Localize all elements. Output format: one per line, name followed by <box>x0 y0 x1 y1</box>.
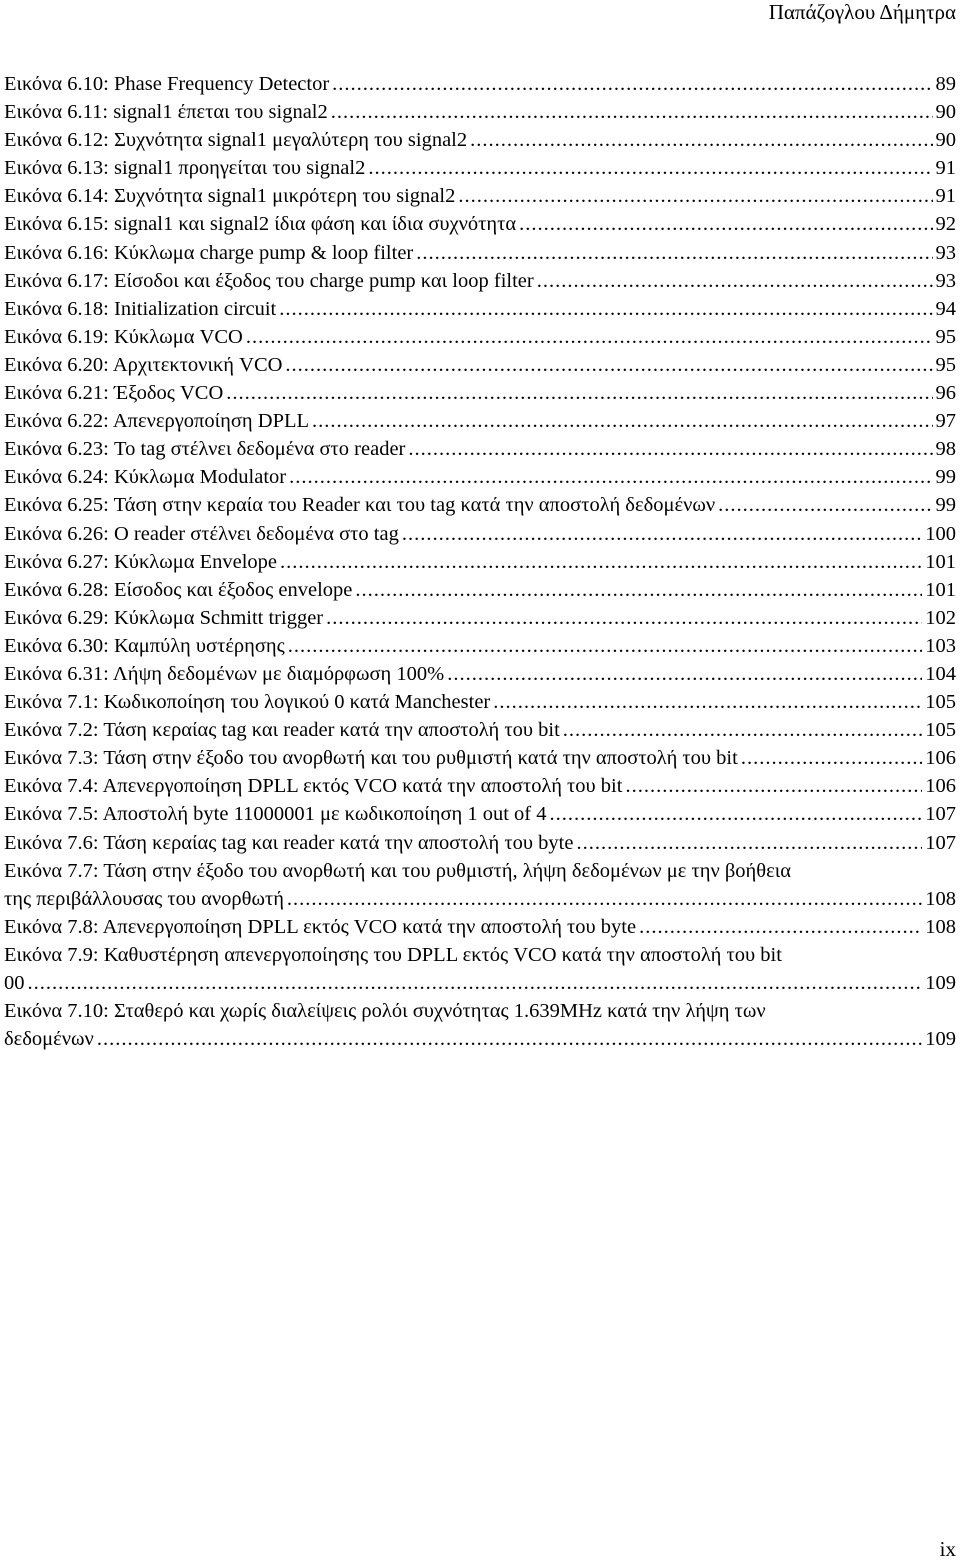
entry-page: 99 <box>935 466 956 489</box>
entry-title-first-line: Εικόνα 7.9: Καθυστέρηση απενεργοποίησης του DPLL εκτός VCO κατά την αποστολή του bit <box>4 943 782 966</box>
entry-title: Εικόνα 7.6: Τάση κεραίας tag και reader κατά την αποστολή του byte <box>4 831 574 854</box>
toc-entry[interactable] <box>4 941 956 997</box>
toc-entry[interactable] <box>4 435 956 463</box>
entry-title: Εικόνα 6.10: Phase Frequency Detector <box>4 73 330 95</box>
entry-title: Εικόνα 6.21: Έξοδος VCO <box>4 382 224 405</box>
running-header-author: Παπάζογλου Δήμητρα <box>768 0 956 24</box>
toc-entry[interactable] <box>4 829 956 857</box>
page-number: ix <box>939 1537 956 1561</box>
entry-page: 90 <box>935 129 956 152</box>
entry-title: Εικόνα 6.29: Κύκλωμα Schmitt trigger <box>4 606 324 629</box>
entry-title: Εικόνα 6.14: Συχνότητα signal1 μικρότερη του signal2 <box>4 185 456 208</box>
entry-page: 92 <box>935 213 956 236</box>
toc-entry[interactable] <box>4 98 956 126</box>
entry-title: 00 <box>4 972 25 994</box>
toc-entry[interactable] <box>4 379 956 407</box>
entry-page: 108 <box>925 887 956 910</box>
toc-entry[interactable] <box>4 744 956 772</box>
entry-title: Εικόνα 6.24: Κύκλωμα Modulator <box>4 466 287 489</box>
entry-title: δεδομένων <box>4 1028 94 1051</box>
entry-page: 99 <box>935 494 956 517</box>
entry-page: 90 <box>935 101 956 124</box>
toc-entry[interactable] <box>4 688 956 716</box>
toc-entry[interactable] <box>4 660 956 688</box>
toc-entry[interactable] <box>4 800 956 828</box>
toc-entry[interactable] <box>4 772 956 800</box>
toc-entry[interactable] <box>4 463 956 491</box>
entry-title: Εικόνα 6.15: signal1 και signal2 ίδια φάση και ίδια συχνότητα <box>4 213 517 236</box>
entry-title: Εικόνα 6.30: Καμπύλη υστέρησης <box>4 634 285 657</box>
entry-title: Εικόνα 7.1: Κωδικοποίηση του λογικού 0 κατά Manchester <box>4 691 491 714</box>
toc-entry[interactable] <box>4 126 956 154</box>
entry-page: 97 <box>935 410 956 433</box>
entry-page: 95 <box>935 325 956 348</box>
entry-page: 104 <box>925 662 956 685</box>
toc-entry[interactable] <box>4 520 956 548</box>
entry-title: Εικόνα 6.28: Είσοδος και έξοδος envelope <box>4 578 353 601</box>
entry-title-first-line: Εικόνα 7.7: Τάση στην έξοδο του ανορθωτή και του ρυθμιστή, λήψη δεδομένων με την βοήθεια <box>4 859 791 882</box>
entry-page: 91 <box>935 157 956 180</box>
entry-title: της περιβάλλουσας του ανορθωτή <box>4 887 284 910</box>
entry-page: 109 <box>925 972 956 994</box>
entry-page: 101 <box>925 550 956 573</box>
entry-page: 108 <box>925 915 956 938</box>
entry-title: Εικόνα 6.11: signal1 έπεται του signal2 <box>4 101 328 124</box>
toc-entry[interactable] <box>4 70 956 98</box>
entry-title: Εικόνα 7.3: Τάση στην έξοδο του ανορθωτή και του ρυθμιστή κατά την αποστολή του bit <box>4 747 738 770</box>
entry-page: 102 <box>925 606 956 629</box>
entry-page: 91 <box>935 185 956 208</box>
entry-title: Εικόνα 6.23: To tag στέλνει δεδομένα στο reader <box>4 438 406 461</box>
entry-title: Εικόνα 6.31: Λήψη δεδομένων με διαμόρφωση 100% <box>4 662 445 685</box>
entry-title: Εικόνα 6.19: Κύκλωμα VCO <box>4 325 243 348</box>
entry-title: Εικόνα 7.8: Απενεργοποίηση DPLL εκτός VCO κατά την αποστολή του byte <box>4 915 637 938</box>
entry-page: 107 <box>925 831 956 854</box>
toc-entry[interactable] <box>4 210 956 238</box>
entry-title: Εικόνα 6.17: Είσοδοι και έξοδος του charge pump και loop filter <box>4 269 534 292</box>
entry-page: 100 <box>925 522 956 545</box>
entry-title-first-line: Εικόνα 7.10: Σταθερό και χωρίς διαλείψεις ρολόι συχνότητας 1.639MHz κατά την λήψη των <box>4 1000 766 1023</box>
entry-page: 98 <box>935 438 956 461</box>
entry-title: Εικόνα 7.5: Αποστολή byte 11000001 με κωδικοποίηση 1 out of 4 <box>4 803 547 826</box>
toc-entry[interactable] <box>4 548 956 576</box>
entry-page: 105 <box>925 691 956 714</box>
toc-entry[interactable] <box>4 997 956 1053</box>
toc-entry[interactable] <box>4 351 956 379</box>
toc-entry[interactable] <box>4 913 956 941</box>
entry-page: 93 <box>935 241 956 264</box>
toc-entry[interactable] <box>4 154 956 182</box>
toc-entry[interactable] <box>4 182 956 210</box>
list-of-figures <box>4 70 956 1053</box>
entry-page: 105 <box>925 719 956 742</box>
toc-entry[interactable] <box>4 323 956 351</box>
entry-title: Εικόνα 6.22: Απενεργοποίηση DPLL <box>4 410 310 433</box>
entry-page: 93 <box>935 269 956 292</box>
entry-title: Εικόνα 6.26: O reader στέλνει δεδομένα στο tag <box>4 522 399 545</box>
toc-entry[interactable] <box>4 267 956 295</box>
toc-entry[interactable] <box>4 491 956 519</box>
entry-page: 106 <box>925 775 956 798</box>
entry-title: Εικόνα 6.27: Κύκλωμα Envelope <box>4 550 277 573</box>
entry-title: Εικόνα 6.13: signal1 προηγείται του signal2 <box>4 157 366 180</box>
toc-entry[interactable] <box>4 716 956 744</box>
entry-page: 89 <box>935 73 956 95</box>
entry-page: 95 <box>935 353 956 376</box>
entry-page: 106 <box>925 747 956 770</box>
entry-page: 107 <box>925 803 956 826</box>
entry-page: 94 <box>935 297 956 320</box>
toc-entry[interactable] <box>4 295 956 323</box>
entry-page: 101 <box>925 578 956 601</box>
toc-entry[interactable] <box>4 576 956 604</box>
toc-entry[interactable] <box>4 239 956 267</box>
toc-entry[interactable] <box>4 632 956 660</box>
entry-title: Εικόνα 6.18: Initialization circuit <box>4 297 277 320</box>
toc-entry[interactable] <box>4 604 956 632</box>
entry-title: Εικόνα 6.12: Συχνότητα signal1 μεγαλύτερη του signal2 <box>4 129 468 152</box>
entry-page: 96 <box>935 382 956 405</box>
entry-title: Εικόνα 7.2: Τάση κεραίας tag και reader κατά την αποστολή του bit <box>4 719 560 742</box>
entry-title: Εικόνα 6.25: Τάση στην κεραία του Reader και του tag κατά την αποστολή δεδομένων <box>4 494 716 517</box>
toc-entry[interactable] <box>4 407 956 435</box>
entry-title: Εικόνα 7.4: Απενεργοποίηση DPLL εκτός VCO κατά την αποστολή του bit <box>4 775 623 798</box>
toc-entry[interactable] <box>4 857 956 913</box>
entry-title: Εικόνα 6.20: Αρχιτεκτονική VCO <box>4 353 283 376</box>
entry-page: 103 <box>925 634 956 657</box>
entry-page: 109 <box>925 1028 956 1051</box>
entry-title: Εικόνα 6.16: Κύκλωμα charge pump & loop filter <box>4 241 414 264</box>
